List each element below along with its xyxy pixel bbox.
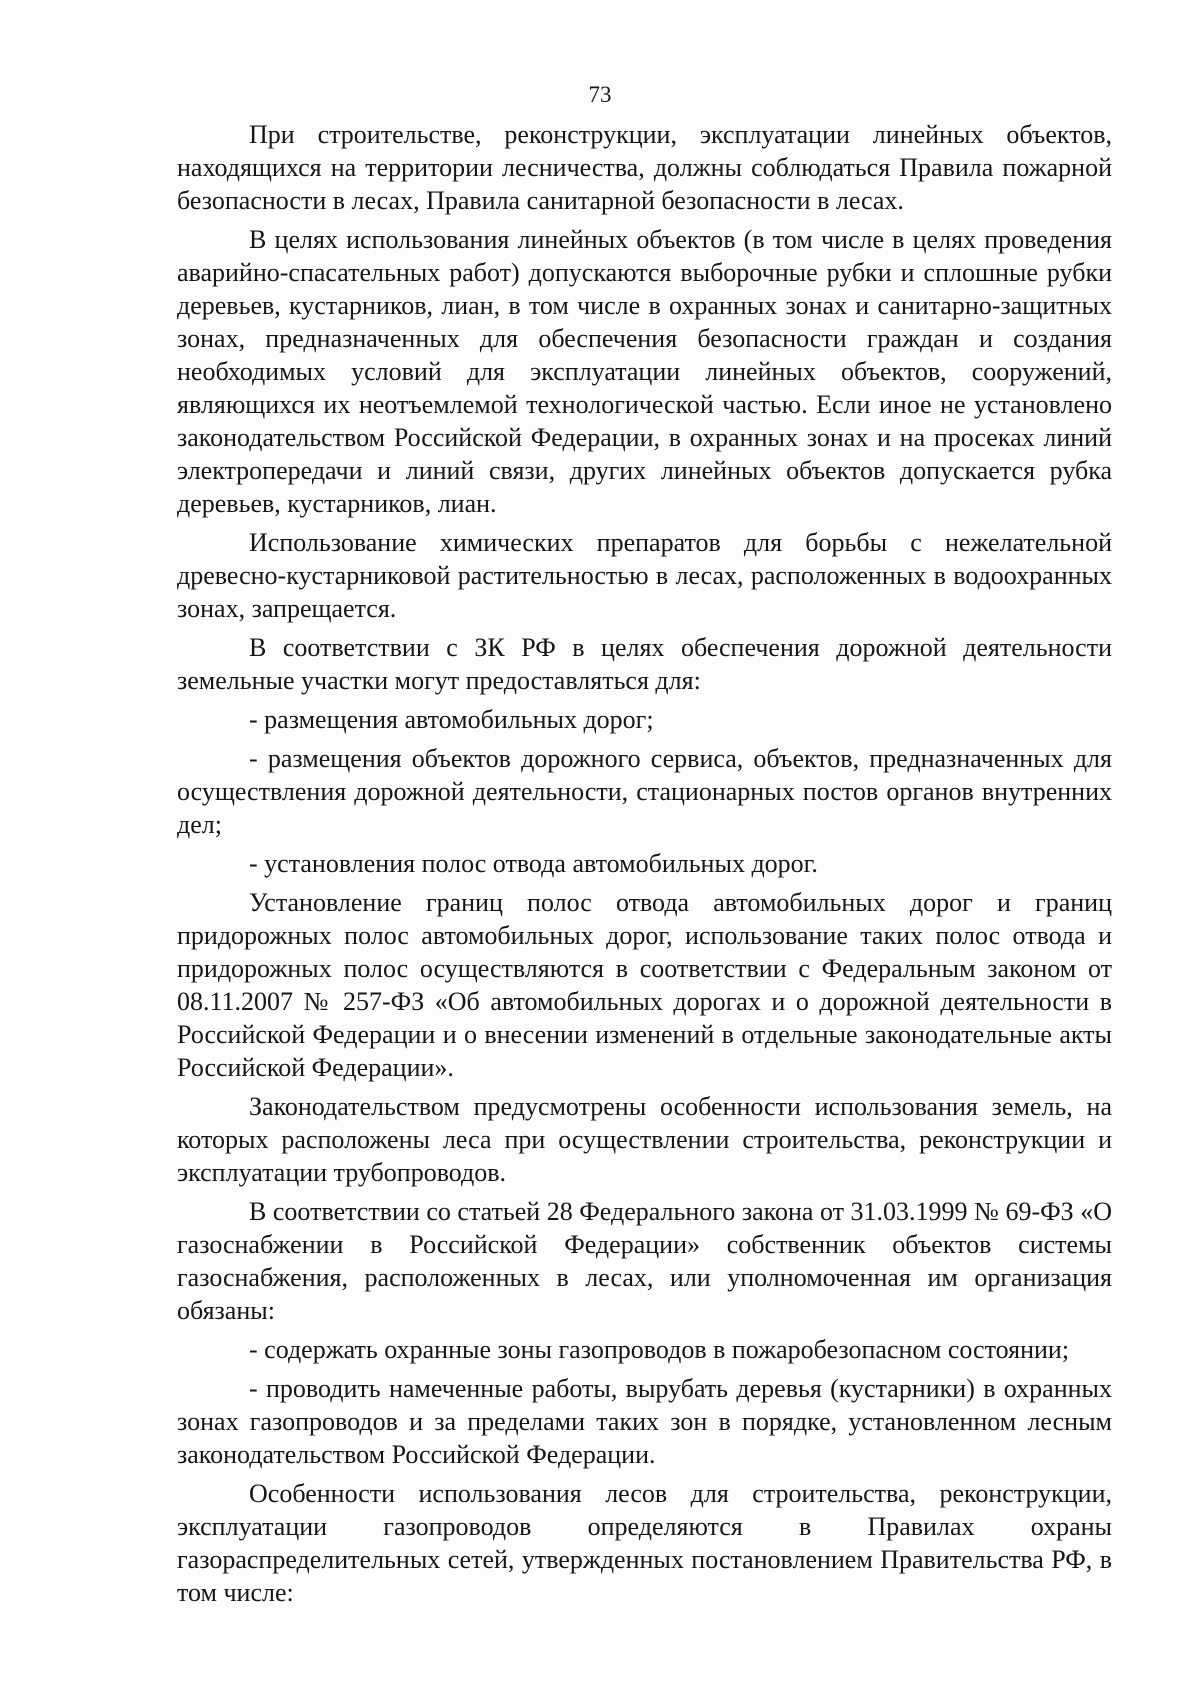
page-number: 73 <box>588 82 612 107</box>
list-item-tree-cutting: - проводить намеченные работы, вырубать деревья (кустарники) в охранных зонах газопроводов и за пределами таких зон в порядке, установленном лесным законодательством Российской Федерации. <box>177 1374 1112 1469</box>
paragraph-gas-supply-law: В соответствии со статьей 28 Федерального закона от 31.03.1999 № 69-ФЗ «О газоснабжении в Российской Федерации» собственник объектов системы газоснабжения, расположенных в лесах, или уполномоченная им организация обязаны: <box>177 1197 1112 1325</box>
paragraph-gas-network-rules: Особенности использования лесов для строительства, реконструкции, эксплуатации газопроводов определяются в Правилах охраны газораспределительных сетей, утвержденных постановлением Правительства РФ, в том числе: <box>177 1479 1112 1607</box>
list-item-fire-safe-zones: - содержать охранные зоны газопроводов в пожаробезопасном состоянии; <box>249 1335 1070 1364</box>
list-item-road-service-objects: - размещения объектов дорожного сервиса, объектов, предназначенных для осуществления дорожной деятельности, стационарных постов органов внутренних дел; <box>177 744 1112 839</box>
paragraph-right-of-way-law: Установление границ полос отвода автомобильных дорог и границ придорожных полос автомобильных дорог, использование таких полос отвода и придорожных полос осуществляются в соответствии с Федеральным законом от 08.11.2007 № 257-ФЗ «Об автомобильных дорогах и о дорожной деятельности в Российской Федерации и о внесении изменений в отдельные законодательные акты Российской Федерации». <box>177 888 1112 1082</box>
paragraph-fire-safety-rules: При строительстве, реконструкции, эксплуатации линейных объектов, находящихся на территории лесничества, должны соблюдаться Правила пожарной безопасности в лесах, Правила санитарной безопасности в лесах. <box>177 120 1112 215</box>
paragraph-road-land-plots: В соответствии с ЗК РФ в целях обеспечения дорожной деятельности земельные участки могут предоставляться для: <box>177 633 1112 695</box>
document-body <box>177 118 1112 1609</box>
list-item-right-of-way: - установления полос отвода автомобильных дорог. <box>249 849 818 878</box>
list-item-road-placement: - размещения автомобильных дорог; <box>249 705 654 734</box>
paragraph-pipeline-land-use: Законодательством предусмотрены особенности использования земель, на которых расположены леса при осуществлении строительства, реконструкции и эксплуатации трубопроводов. <box>177 1092 1112 1187</box>
paragraph-chemicals-prohibited: Использование химических препаратов для борьбы с нежелательной древесно-кустарниковой растительностью в лесах, расположенных в водоохранных зонах, запрещается. <box>177 528 1112 623</box>
paragraph-felling-in-protected-zones: В целях использования линейных объектов (в том числе в целях проведения аварийно-спасательных работ) допускаются выборочные рубки и сплошные рубки деревьев, кустарников, лиан, в том числе в охранных зонах и санитарно-защитных зонах, предназначенных для обеспечения безопасности граждан и создания необходимых условий для эксплуатации линейных объектов, сооружений, являющихся их неотъемлемой технологической частью. Если иное не установлено законодательством Российской Федерации, в охранных зонах и на просеках линий электропередачи и линий связи, других линейных объектов допускается рубка деревьев, кустарников, лиан. <box>177 225 1112 518</box>
